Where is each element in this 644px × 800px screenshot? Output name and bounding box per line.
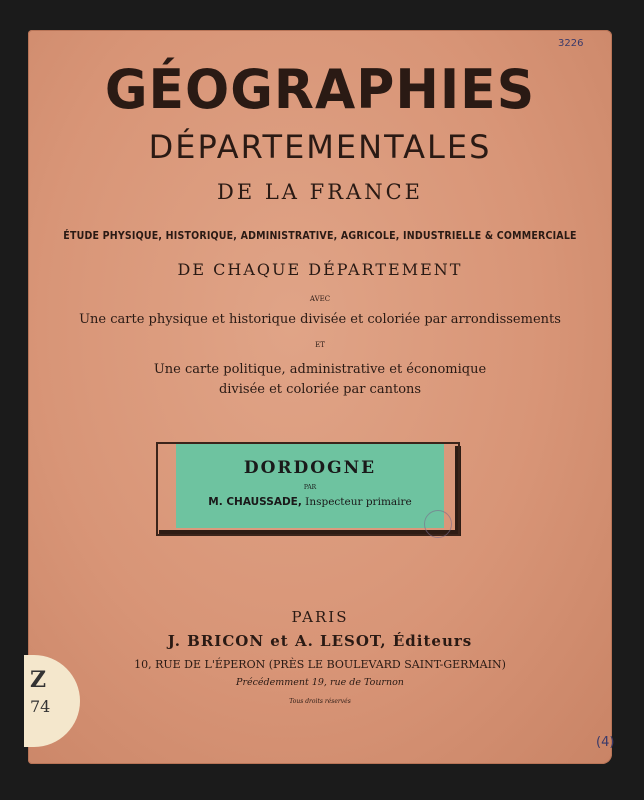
sticker-letter: Z <box>30 667 47 693</box>
title: GÉOGRAPHIES <box>104 58 536 122</box>
subtitle: DÉPARTEMENTALES <box>148 128 492 166</box>
sticker-number: 74 <box>30 697 51 716</box>
subtitle-2: DE LA FRANCE <box>217 180 423 204</box>
page-number-annotation: (4) <box>596 735 615 750</box>
rights-reserved: Tous droits réservés <box>289 698 351 705</box>
study-line: ÉTUDE PHYSIQUE, HISTORIQUE, ADMINISTRATIVE, AGRICOLE, INDUSTRIELLE & COMMERCIALE <box>63 230 577 242</box>
et-text: ET <box>315 341 325 349</box>
author-name: M. CHAUSSADE, <box>208 496 302 508</box>
map-description-1: Une carte physique et historique divisée et coloriée par arrondissements <box>79 312 561 327</box>
publisher-names: J. BRICON et A. LESOT, Éditeurs <box>167 632 473 650</box>
author-line <box>176 496 444 508</box>
publisher-previous-address: Précédemment 19, rue de Tournon <box>236 677 404 688</box>
book-cover <box>28 30 615 764</box>
department-label <box>176 444 444 528</box>
map-description-2b: divisée et coloriée par cantons <box>218 382 422 397</box>
publisher-city: PARIS <box>291 608 349 626</box>
department-name: DORDOGNE <box>243 458 377 478</box>
author-role: Inspecteur primaire <box>305 496 412 508</box>
shelfmark-annotation: 3226 <box>558 38 584 49</box>
avec-text: AVEC <box>309 295 331 303</box>
library-stamp <box>424 510 452 538</box>
publisher-address: 10, RUE DE L'ÉPERON (PRÈS LE BOULEVARD SAINT-GERMAIN) <box>134 658 506 671</box>
map-description-2a: Une carte politique, administrative et économique <box>153 362 487 377</box>
each-department: DE CHAQUE DÉPARTEMENT <box>177 260 463 279</box>
par-text: PAR <box>303 484 317 491</box>
